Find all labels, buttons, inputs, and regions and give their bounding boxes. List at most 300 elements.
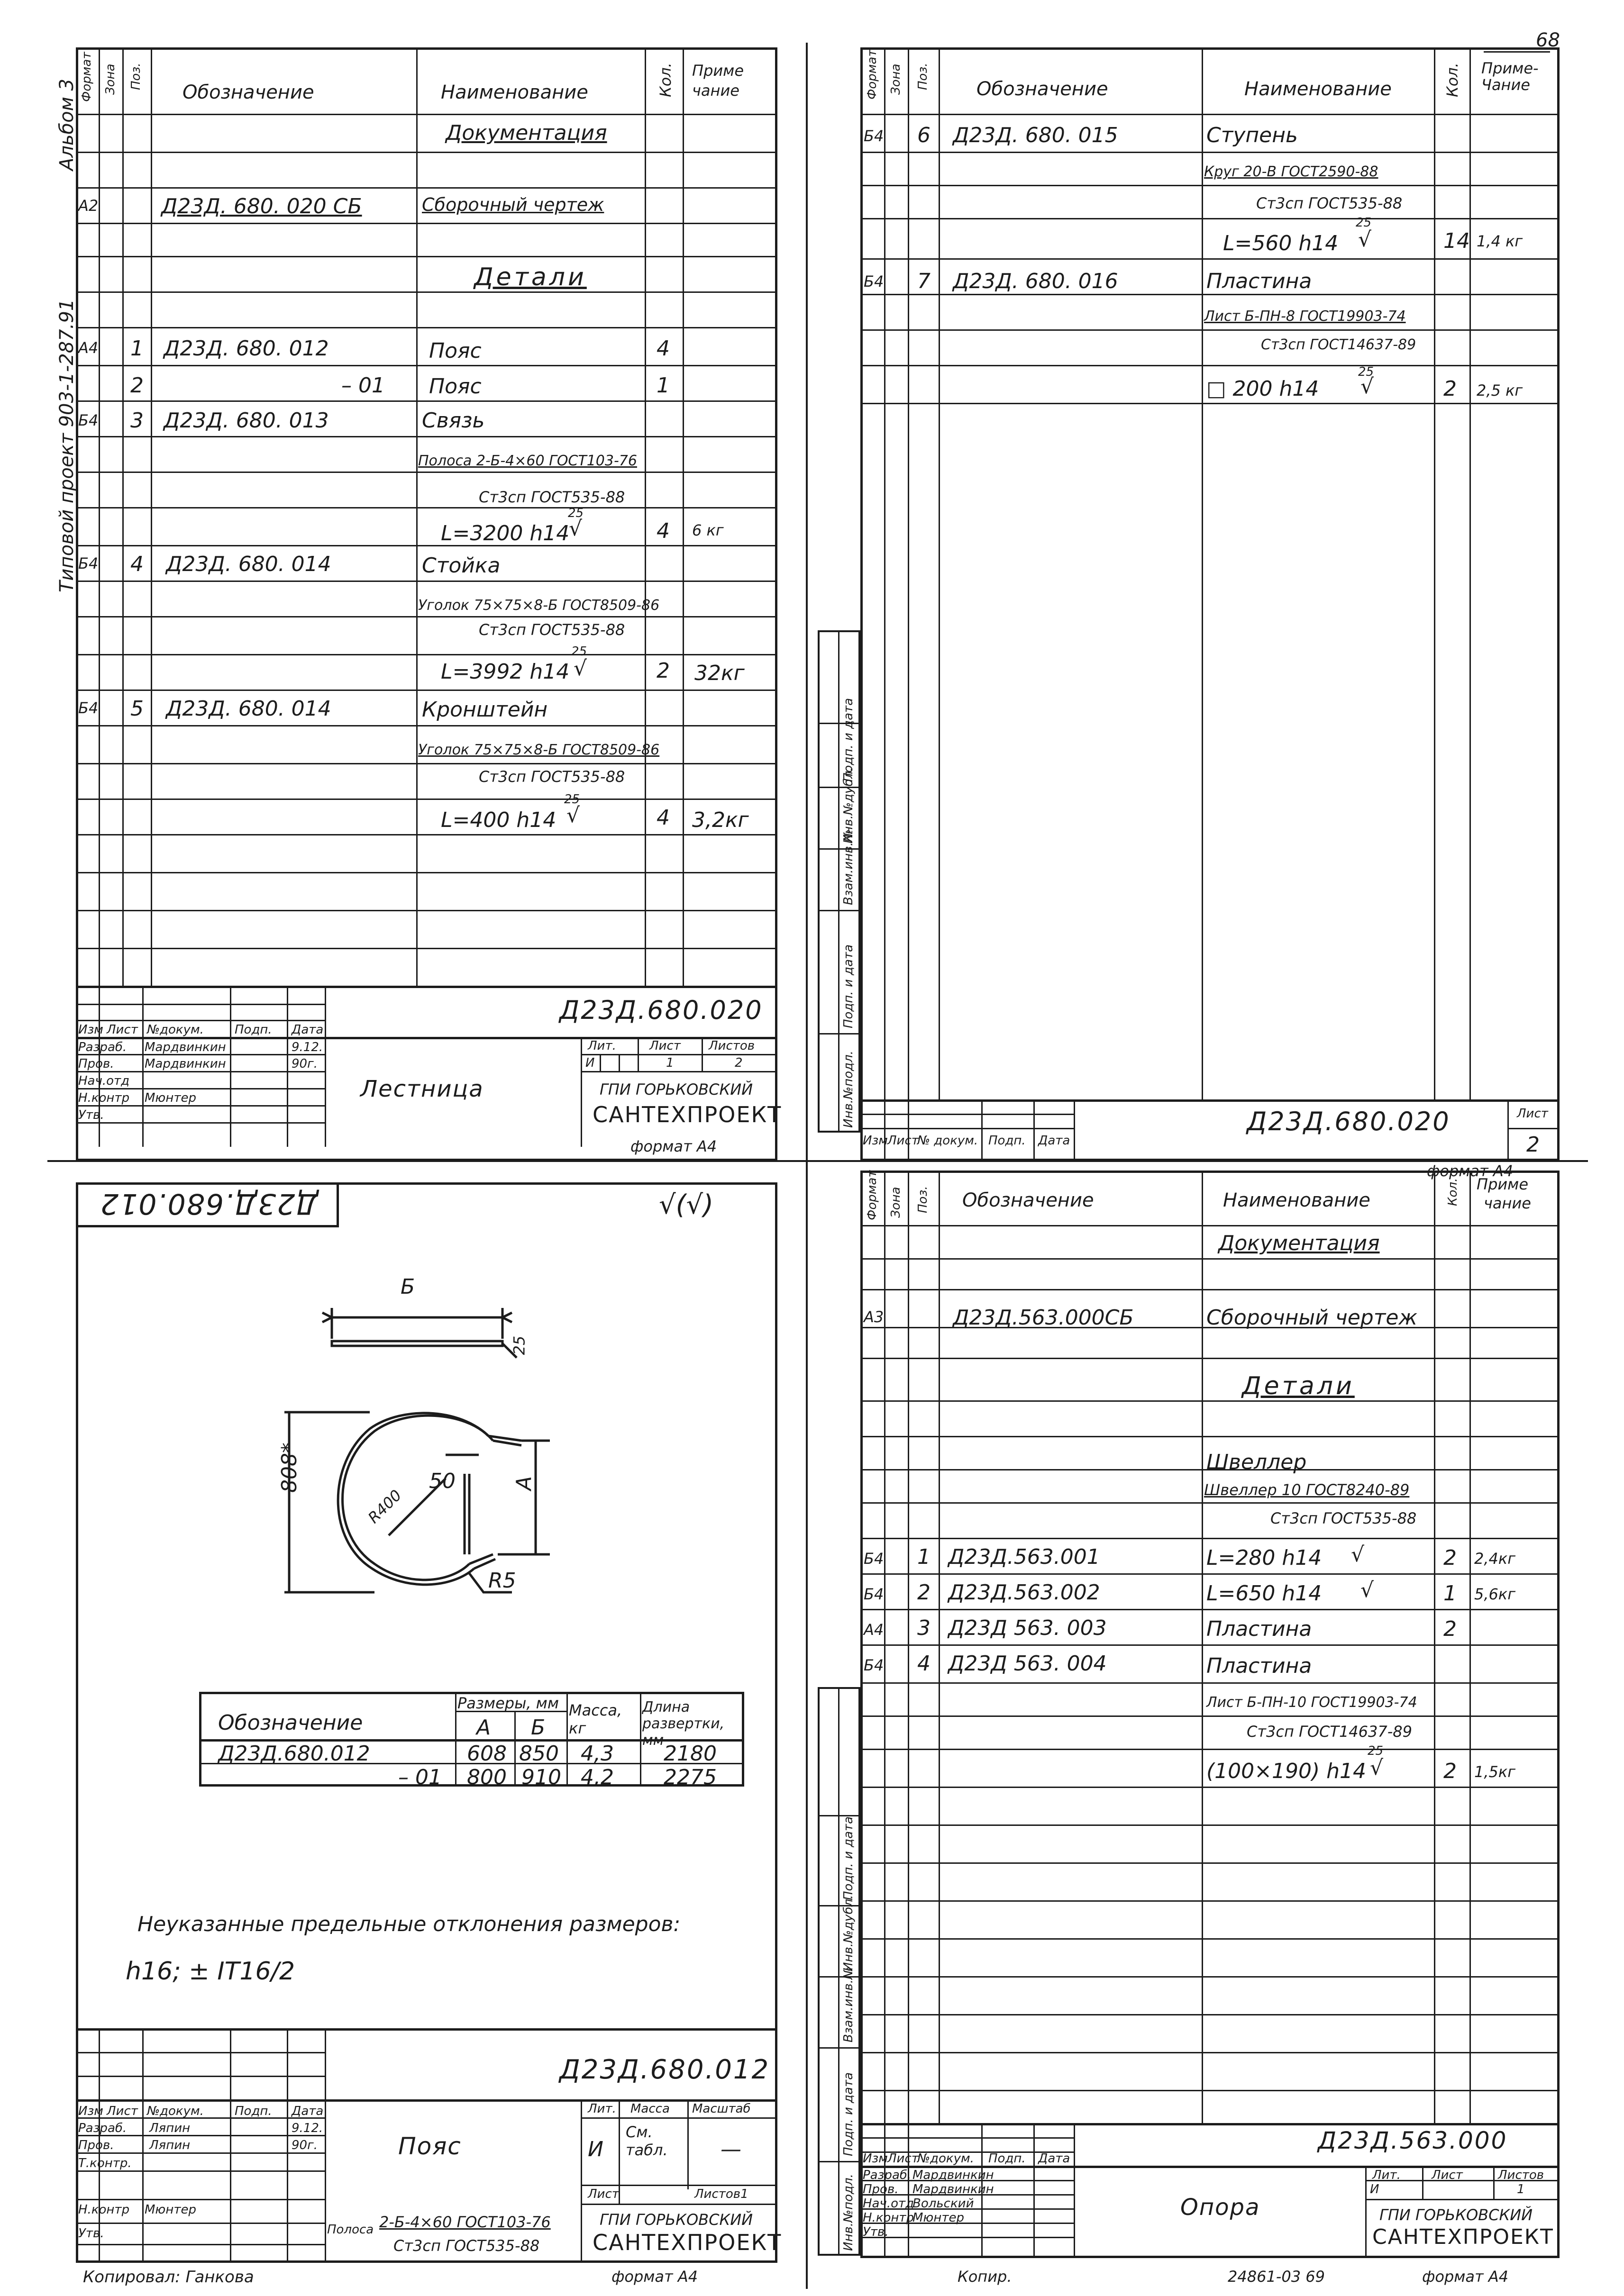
q1-st-nach: Нач.отд xyxy=(78,1074,130,1088)
q3-td-0-1: 608 xyxy=(467,1742,507,1766)
q3-th-len: Длина развертки, мм xyxy=(642,1699,725,1749)
q2-margin-l1: Подп. и дата xyxy=(841,944,856,1028)
q4-r2-pos: 3 xyxy=(917,1616,931,1640)
q3-dim-d: 808* xyxy=(277,1443,301,1493)
q3-td-1-1: 800 xyxy=(467,1765,507,1789)
q4-org1: ГПИ ГОРЬКОВСКИЙ xyxy=(1379,2206,1533,2224)
q2-m7a: Лист Б-ПН-8 ГОСТ19903-74 xyxy=(1204,308,1406,325)
q2-w7: 2,5 кг xyxy=(1477,381,1523,399)
q4-rl xyxy=(860,1938,1560,1940)
q1-org2: САНТЕХПРОЕКТ xyxy=(593,1102,782,1127)
q1-rl xyxy=(76,365,777,366)
q2-r0-pos: 6 xyxy=(917,123,931,147)
q2-format: формат А4 xyxy=(1427,1162,1514,1180)
q2-r0-fmt: Б4 xyxy=(864,127,884,145)
q3-th-dims: Размеры, мм xyxy=(457,1694,559,1712)
q4-margin-l0: Инв.№подл. xyxy=(841,2174,856,2251)
q1-rl xyxy=(76,436,777,437)
q2-w6: 1,4 кг xyxy=(1477,232,1523,250)
q3-stamp-top xyxy=(76,2028,777,2031)
q3-st-date2: 90г. xyxy=(292,2138,318,2152)
q4-margin-l1: Подп. и дата xyxy=(841,2072,856,2156)
q4-margin-l3: Инв.№дубл. xyxy=(841,1895,856,1971)
q4-margin-v xyxy=(838,1687,839,2256)
q2-col xyxy=(1469,47,1471,1099)
q3-st-signer1: Ляпин xyxy=(149,2121,191,2135)
q3-th-a: А xyxy=(476,1715,491,1740)
q4-r1-pos: 2 xyxy=(917,1580,931,1605)
q2-b0: Изм xyxy=(863,1134,888,1148)
q4-rl xyxy=(860,1289,1560,1290)
q4-r1-des: Д23Д.563.002 xyxy=(948,1580,1100,1605)
q2-stamp-v xyxy=(908,1099,909,1161)
q1-h-qty: Кол. xyxy=(657,63,675,97)
q2-rl xyxy=(860,294,1560,295)
q4-doc-des: Д23Д.563.000СБ xyxy=(953,1306,1134,1330)
q3-st-h xyxy=(76,2152,325,2154)
q4-r0-fmt: Б4 xyxy=(864,1550,884,1568)
q1-section-docs: Документация xyxy=(446,121,607,145)
q4-check0-icon: √ xyxy=(1351,1543,1365,1567)
q3-part-drawing xyxy=(265,1251,559,1602)
q2-col xyxy=(884,47,885,1099)
q1-st-v xyxy=(600,1054,601,1071)
q4-rl xyxy=(860,1824,1560,1826)
q1-rl xyxy=(76,152,777,153)
q1-st-razrab: Разраб. xyxy=(78,1040,127,1054)
q3-rough-note: √(√) xyxy=(659,1189,714,1220)
q3-st-nkontr: Н.контр xyxy=(78,2203,130,2217)
q4-doc-name: Сборочный чертеж xyxy=(1206,1306,1418,1330)
q4-st-litv: И xyxy=(1370,2182,1379,2196)
q3-st-h xyxy=(581,2204,777,2205)
q4-plate-w: 1,5кг xyxy=(1474,1763,1516,1781)
q4-st-sheets: Листов xyxy=(1498,2168,1544,2182)
q3-st-h xyxy=(581,2117,777,2119)
q3-st-h xyxy=(581,2185,777,2186)
q4-r3-name: Пластина xyxy=(1206,1654,1312,1678)
q4-st-v xyxy=(1422,2166,1423,2199)
q4-header-line xyxy=(860,1225,1560,1226)
q3-st-v xyxy=(325,2028,326,2263)
q3-td-0-0: Д23Д.680.012 xyxy=(218,1742,370,1766)
q2-rl xyxy=(860,152,1560,153)
q2-doc-code: Д23Д.680.020 xyxy=(1247,1107,1451,1136)
q4-st-izm: Изм xyxy=(863,2151,888,2166)
q3-st-massv: См. табл. xyxy=(626,2123,668,2159)
q1-h-des: Обозначение xyxy=(182,82,314,103)
q3-td-1-2: 910 xyxy=(521,1765,561,1789)
q4-r3-pos: 4 xyxy=(917,1652,931,1676)
q1-r2-pos: 2 xyxy=(130,373,144,398)
q4-h-qty: Кол. xyxy=(1446,1178,1460,1206)
q3-st-sign: Подп. xyxy=(235,2104,272,2118)
q1-rl xyxy=(76,948,777,949)
q1-m4a: Уголок 75×75×8-Б ГОСТ8509-86 xyxy=(418,597,660,614)
q1-l3: L=3200 h14 xyxy=(441,521,570,545)
q4-margin-l4: Подп. и дата xyxy=(841,1816,856,1900)
q1-st-utv: Утв. xyxy=(78,1108,104,1122)
q4-r1-note: 5,6кг xyxy=(1474,1585,1516,1603)
q1-st-h xyxy=(581,1054,777,1055)
q3-st-scale: Масштаб xyxy=(692,2102,751,2116)
q2-h-note-c: Приме- xyxy=(1481,59,1539,77)
q3-st-h xyxy=(76,2052,325,2053)
q4-r0-note: 2,4кг xyxy=(1474,1550,1516,1568)
q4-rl xyxy=(860,1900,1560,1902)
q2-h-zone: Зона xyxy=(889,64,903,95)
q4-col xyxy=(1202,1171,1203,2123)
q4-st-sign: Подп. xyxy=(988,2151,1026,2166)
q1-st-signer3: Мюнтер xyxy=(145,1091,196,1105)
q3-st-v xyxy=(687,2099,689,2189)
q3-td-1-0: – 01 xyxy=(398,1765,442,1789)
q1-check3-icon: √ xyxy=(569,517,583,541)
q1-m3a: Полоса 2-Б-4×60 ГОСТ103-76 xyxy=(418,453,637,469)
q2-header-line xyxy=(860,114,1560,115)
q2-stamp-v xyxy=(1074,1099,1075,1161)
copied-by: Копировал: Ганкова xyxy=(83,2268,254,2287)
q4-check-plate-icon: √ xyxy=(1370,1756,1384,1780)
q1-rough3: 25 xyxy=(568,506,584,520)
q1-rl xyxy=(76,654,777,655)
q1-r1-name: Пояс xyxy=(429,339,482,363)
q2-rough6: 25 xyxy=(1356,216,1372,230)
q1-stamp-top xyxy=(76,986,777,988)
q4-r0-pos: 1 xyxy=(917,1545,931,1569)
q2-margin-l2: Взам.инв.№ xyxy=(841,829,856,905)
q1-st-sheet: Лист xyxy=(649,1039,681,1053)
q1-rl xyxy=(76,256,777,257)
q1-r1-pos: 1 xyxy=(130,336,144,361)
q1-rl xyxy=(76,763,777,764)
q1-r2-qty: 1 xyxy=(657,373,670,398)
q3-st-h xyxy=(76,2170,325,2172)
q1-h-note-b: чание xyxy=(692,82,739,100)
q4-st-h xyxy=(1365,2199,1560,2200)
q2-sheet xyxy=(860,47,1560,1161)
q3-td-0-4: 2180 xyxy=(664,1742,717,1766)
q2-margin-l0: Инв.№подл. xyxy=(841,1051,856,1128)
q2-h-note-d: Чание xyxy=(1481,76,1530,94)
q1-st-sign: Подп. xyxy=(235,1023,272,1037)
q1-h-format: Формат xyxy=(80,52,94,102)
q3-dim-50: 50 xyxy=(429,1469,456,1493)
q1-rl xyxy=(76,910,777,911)
q2-rl xyxy=(860,258,1560,260)
q4-h-des: Обозначение xyxy=(962,1189,1094,1211)
q4-doc-fmt: А3 xyxy=(864,1308,884,1326)
q4-st-list: Лист xyxy=(887,2151,919,2166)
q2-rl xyxy=(860,403,1560,404)
q2-q6: 14 xyxy=(1443,229,1470,253)
q1-st-date: Дата xyxy=(292,1023,324,1037)
q4-r1-qty: 1 xyxy=(1443,1581,1457,1606)
q3-title: Пояс xyxy=(398,2133,462,2160)
q1-st-sheetv: 1 xyxy=(666,1056,674,1070)
q3-td-1-3: 4,2 xyxy=(581,1765,614,1789)
q4-st-doc: №докум. xyxy=(917,2151,974,2166)
q4-section-parts: Детали xyxy=(1242,1372,1355,1400)
q4-r3-fmt: Б4 xyxy=(864,1656,884,1674)
q2-col xyxy=(908,47,909,1099)
q4-st-signer4: Мюнтер xyxy=(912,2211,964,2225)
q1-r1-fmt: А4 xyxy=(78,339,99,357)
q3-note1: Неуказанные предельные отклонения размеров: xyxy=(137,1912,681,1936)
q3-org1: ГПИ ГОРЬКОВСКИЙ xyxy=(600,2211,753,2229)
q4-check1-icon: √ xyxy=(1360,1578,1374,1602)
q2-sheet-label: Лист xyxy=(1517,1107,1548,1121)
q4-section-docs: Документация xyxy=(1218,1231,1380,1255)
q4-doc-code: Д23Д.563.000 xyxy=(1318,2127,1508,2154)
q2-col xyxy=(1434,47,1435,1099)
q2-margin-h xyxy=(818,910,860,911)
q1-st-izm: Изм xyxy=(78,1023,103,1037)
q3-doc-code: Д23Д.680.012 xyxy=(559,2054,770,2085)
q2-check7-icon: √ xyxy=(1360,374,1374,399)
q2-q7: 2 xyxy=(1443,377,1457,401)
q1-r5-fmt: Б4 xyxy=(78,699,99,717)
project-label: Типовой проект 903-1-287.91 xyxy=(56,299,78,592)
q4-h-zone: Зона xyxy=(889,1187,903,1218)
q4-st-v xyxy=(1493,2166,1495,2199)
q3-st-prov: Пров. xyxy=(78,2138,114,2152)
q2-h-des: Обозначение xyxy=(976,78,1108,100)
q2-rl xyxy=(860,365,1560,366)
q4-profile: Швеллер xyxy=(1206,1450,1307,1474)
q4-st-prov: Пров. xyxy=(863,2182,899,2196)
q3-st-v xyxy=(581,2099,582,2263)
q4-h-note-a: Приме xyxy=(1477,1175,1528,1193)
q1-rl xyxy=(76,834,777,835)
q1-m5a: Уголок 75×75×8-Б ГОСТ8509-86 xyxy=(418,742,660,758)
q1-st-h xyxy=(76,1004,325,1005)
q4-st-lit: Лит. xyxy=(1372,2168,1401,2182)
q2-margin-h xyxy=(818,1033,860,1035)
q1-r4-des: Д23Д. 680. 014 xyxy=(166,552,331,576)
q1-st-doc: №докум. xyxy=(147,1023,204,1037)
q1-rough5: 25 xyxy=(564,792,580,807)
q4-plate-b: Ст3сп ГОСТ14637-89 xyxy=(1247,1723,1412,1741)
q1-rl xyxy=(76,690,777,691)
q1-org1: ГПИ ГОРЬКОВСКИЙ xyxy=(600,1080,753,1098)
q2-stamp-v xyxy=(981,1099,983,1161)
q2-stamp-top xyxy=(860,1099,1560,1102)
q1-r4-name: Стойка xyxy=(422,554,501,578)
q2-m7b: Ст3сп ГОСТ14637-89 xyxy=(1261,336,1416,353)
q3-th-des: Обозначение xyxy=(218,1711,363,1735)
q4-h-pos: Поз. xyxy=(916,1186,930,1213)
q1-l5: L=400 h14 xyxy=(441,808,557,832)
q1-st-litv: И xyxy=(585,1056,595,1070)
q4-rl xyxy=(860,1644,1560,1646)
q4-st-h xyxy=(860,2237,1074,2238)
q1-r1-qty: 4 xyxy=(657,336,670,361)
q2-b4: Дата xyxy=(1038,1134,1070,1148)
q3-material-prefix: Полоса xyxy=(327,2223,374,2237)
q3-st-date: Дата xyxy=(292,2104,324,2118)
q2-r1-des: Д23Д. 680. 016 xyxy=(953,269,1118,293)
q2-r1-pos: 7 xyxy=(917,269,931,293)
q3-org2: САНТЕХПРОЕКТ xyxy=(593,2230,782,2255)
q2-b1: Лист xyxy=(887,1134,919,1148)
q4-rl xyxy=(860,1400,1560,1402)
q2-h-qty: Кол. xyxy=(1443,63,1461,97)
q1-st-v5 xyxy=(325,986,326,1147)
page-number: 68 xyxy=(1536,29,1560,51)
q3-st-sheet: Лист xyxy=(588,2187,619,2201)
q1-w3: 6 кг xyxy=(692,521,724,539)
q3-th-b: Б xyxy=(531,1715,546,1740)
q1-q3: 4 xyxy=(657,519,670,543)
q2-margin-l3: Инв.№дубл. xyxy=(841,767,856,844)
q1-rl xyxy=(76,291,777,293)
q1-r2-des: – 01 xyxy=(341,373,385,398)
q3-st-date1: 9.12. xyxy=(292,2121,323,2135)
q4-rl xyxy=(860,1258,1560,1260)
q4-st-utv: Утв. xyxy=(863,2225,889,2239)
q3-st-signer2: Ляпин xyxy=(149,2138,191,2152)
q4-col xyxy=(1469,1171,1471,2123)
q4-col xyxy=(884,1171,885,2123)
q1-r3-des: Д23Д. 680. 013 xyxy=(164,408,329,433)
q1-check5-icon: √ xyxy=(566,803,580,827)
q4-margin-h xyxy=(818,2161,860,2162)
q2-r1-fmt: Б4 xyxy=(864,272,884,290)
q4-h-name: Наименование xyxy=(1223,1189,1370,1211)
q3-mirror-code: Д23Д.680.012 xyxy=(100,1187,319,1220)
q3-material-b: Ст3сп ГОСТ535-88 xyxy=(393,2237,540,2255)
q1-r4-fmt: Б4 xyxy=(78,554,99,572)
q1-rl xyxy=(76,725,777,726)
q1-m3b: Ст3сп ГОСТ535-88 xyxy=(479,488,625,506)
q1-doc-code: Д23Д.680.020 xyxy=(559,995,763,1025)
q4-rl xyxy=(860,2090,1560,2091)
q3-st-v xyxy=(287,2028,288,2263)
q4-plate-dim: (100×190) h14 xyxy=(1206,1759,1367,1783)
q3-dim-r: R400 xyxy=(364,1486,405,1527)
q2-b2: № докум. xyxy=(917,1134,978,1148)
q1-w4: 32кг xyxy=(694,661,745,685)
q4-h-note-b: чание xyxy=(1484,1194,1531,1212)
q1-h-note-a: Приме xyxy=(692,62,744,80)
q1-h-name: Наименование xyxy=(441,82,588,103)
q1-st-v xyxy=(638,1037,639,1071)
q3-dim-a: А xyxy=(512,1476,536,1490)
q1-q5: 4 xyxy=(657,806,670,830)
q1-r3-fmt: Б4 xyxy=(78,411,99,429)
q1-r5-name: Кронштейн xyxy=(422,698,548,722)
q4-st-sheet: Лист xyxy=(1432,2168,1463,2182)
q1-h-pos: Поз. xyxy=(129,63,143,90)
q1-st-signer2: Мардвинкин xyxy=(145,1057,226,1071)
q4-rl xyxy=(860,1682,1560,1684)
q4-r2-fmt: А4 xyxy=(864,1621,884,1639)
q1-format: формат А4 xyxy=(630,1137,717,1155)
q1-r5-pos: 5 xyxy=(130,697,144,721)
q2-check6-icon: √ xyxy=(1358,227,1372,252)
q2-rl xyxy=(860,218,1560,219)
q4-col xyxy=(939,1171,940,2123)
q4-st-signer2: Мардвинкин xyxy=(912,2182,994,2196)
q4-title: Опора xyxy=(1180,2194,1260,2221)
q3-td-0-3: 4,3 xyxy=(581,1742,614,1766)
q4-margin-l2: Взам.инв.№ xyxy=(841,1967,856,2042)
q1-rl xyxy=(76,223,777,224)
q1-r3-pos: 3 xyxy=(130,408,144,433)
q4-col xyxy=(1434,1171,1435,2123)
q4-profile-std: Швеллер 10 ГОСТ8240-89 xyxy=(1204,1481,1410,1499)
q3-st-lit: Лит. xyxy=(588,2102,616,2116)
q2-sheet-no: 2 xyxy=(1526,1133,1540,1157)
q1-r5-des: Д23Д. 680. 014 xyxy=(166,697,331,721)
q4-rl xyxy=(860,2052,1560,2053)
q4-rl xyxy=(860,1749,1560,1750)
q4-plate-rough: 25 xyxy=(1368,1744,1384,1758)
q3-th-mass: Масса, кг xyxy=(569,1701,622,1737)
q1-st-nkontr: Н.контр xyxy=(78,1091,130,1105)
q1-st-h xyxy=(76,1122,325,1124)
q4-r1-fmt: Б4 xyxy=(864,1585,884,1603)
q1-section-parts: Детали xyxy=(474,263,587,291)
q1-m4b: Ст3сп ГОСТ535-88 xyxy=(479,621,625,639)
q3-st-izm: Изм xyxy=(78,2104,103,2118)
q1-rough4: 25 xyxy=(571,644,587,659)
q1-st-sheets: Листов xyxy=(709,1039,755,1053)
q2-stamp-v xyxy=(1033,1099,1035,1161)
q3-st-h xyxy=(76,2244,325,2245)
center-divider xyxy=(806,43,808,2289)
q4-rl xyxy=(860,2014,1560,2015)
q1-w5: 3,2кг xyxy=(692,808,749,832)
q3-st-sheets: Листов1 xyxy=(694,2187,748,2201)
q2-m6b: Ст3сп ГОСТ535-88 xyxy=(1256,194,1403,212)
q3-st-h xyxy=(76,2076,325,2077)
q2-r1-name: Пластина xyxy=(1206,269,1312,293)
q3-st-litv: И xyxy=(588,2137,603,2161)
q4-st-razrab: Разраб. xyxy=(863,2168,912,2182)
q1-rl xyxy=(76,187,777,189)
q2-stamp-h xyxy=(860,1128,1074,1129)
q2-stamp-v xyxy=(884,1099,885,1161)
q3-format: формат А4 xyxy=(611,2268,698,2286)
q2-l7: □ 200 h14 xyxy=(1206,377,1319,401)
q1-r4-pos: 4 xyxy=(130,552,144,576)
q4-r2-qty: 2 xyxy=(1443,1617,1457,1641)
q1-r0-des: Д23Д. 680. 020 СБ xyxy=(161,194,362,218)
q1-st-v xyxy=(619,1054,620,1071)
q4-r0-name: L=280 h14 xyxy=(1206,1546,1322,1570)
q3-st-h xyxy=(76,2223,325,2224)
q4-rl xyxy=(860,1976,1560,1978)
q1-rl xyxy=(76,872,777,873)
q4-rl xyxy=(860,1787,1560,1788)
q1-st-prov: Пров. xyxy=(78,1057,114,1071)
q4-rl xyxy=(860,1609,1560,1610)
q4-st-v xyxy=(1074,2123,1075,2258)
q3-tv xyxy=(514,1711,516,1787)
q4-st-h xyxy=(860,2137,1074,2139)
q4-rl xyxy=(860,1573,1560,1575)
q1-rl xyxy=(76,545,777,546)
q2-r0-name: Ступень xyxy=(1206,123,1298,147)
q4-margin-h xyxy=(818,2047,860,2049)
q3-dim-r5: R5 xyxy=(488,1569,516,1593)
q1-st-v6 xyxy=(581,1037,582,1147)
q2-r0-des: Д23Д. 680. 015 xyxy=(953,123,1118,147)
q2-stamp-v xyxy=(1507,1099,1509,1161)
q1-header-line xyxy=(76,114,777,115)
